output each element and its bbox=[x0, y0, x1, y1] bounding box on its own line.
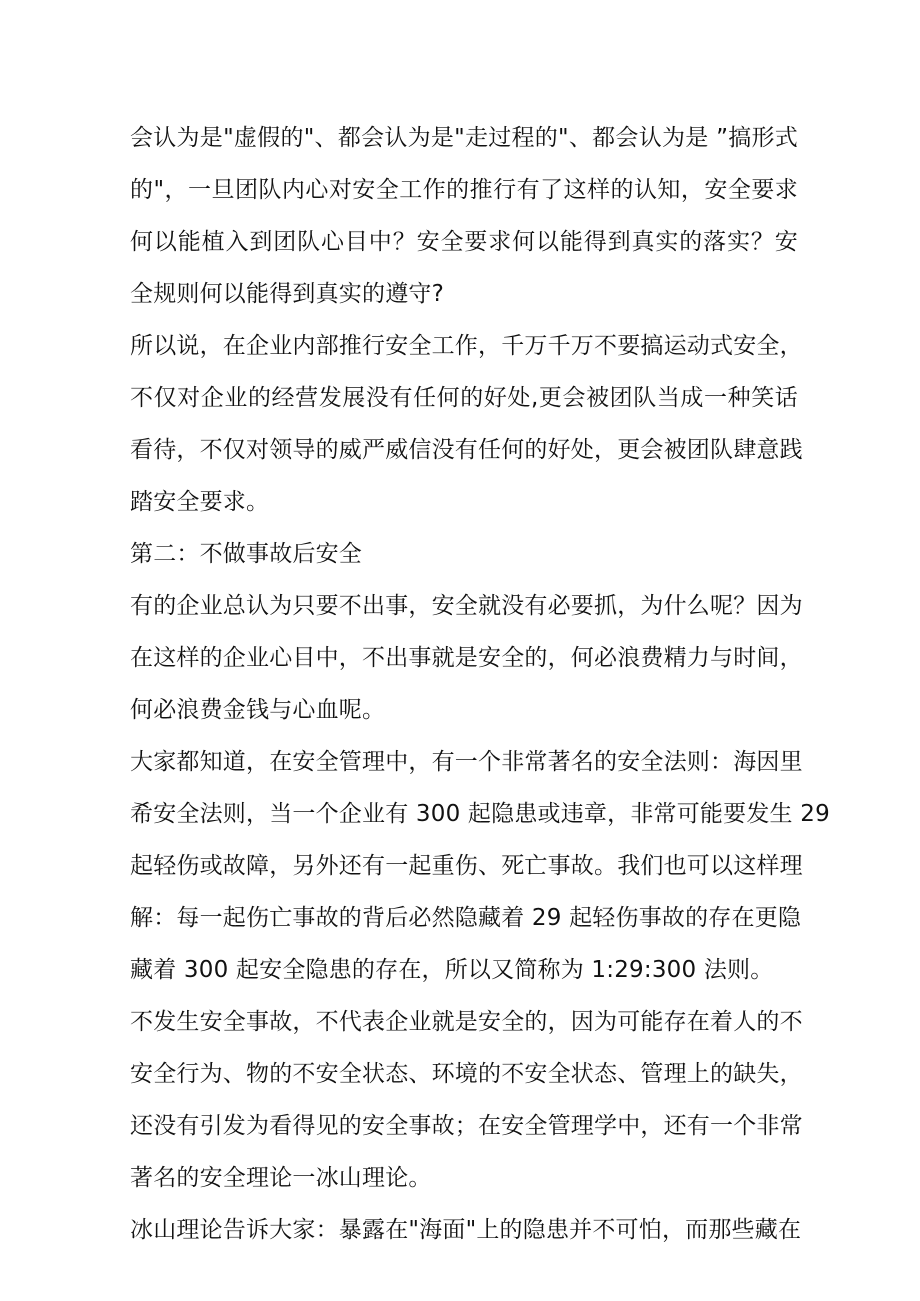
text-line: 大家都知道，在安全管理中，有一个非常著名的安全法则：海因里 bbox=[130, 749, 803, 775]
document-body bbox=[130, 112, 830, 1256]
text-line: 在这样的企业心目中，不出事就是安全的，何必浪费精力与时间， bbox=[130, 645, 803, 671]
text-line: 所以说，在企业内部推行安全工作，千万千万不要搞运动式安全， bbox=[130, 333, 803, 359]
text-line: 看待，不仅对领导的威严威信没有任何的好处，更会被团队肆意践 bbox=[130, 437, 803, 463]
text-line: 不仅对企业的经营发展没有任何的好处,更会被团队当成一种笑话 bbox=[130, 385, 798, 411]
text-line: 何必浪费金钱与心血呢。 bbox=[130, 697, 386, 723]
text-line: 著名的安全理论一冰山理论。 bbox=[130, 1165, 432, 1191]
text-line: 藏着 300 起安全隐患的存在，所以又简称为 1:29:300 法则。 bbox=[130, 957, 774, 983]
paragraph bbox=[130, 996, 803, 1204]
text-line: 何以能植入到团队心目中？安全要求何以能得到真实的落实？安 bbox=[130, 229, 798, 255]
text-line: 踏安全要求。 bbox=[130, 489, 270, 515]
text-line: 全规则何以能得到真实的遵守? bbox=[130, 281, 445, 307]
text-line: 会认为是"虚假的"、都会认为是"走过程的"、都会认为是 ”搞形式 bbox=[130, 125, 798, 151]
text-line: 解：每一起伤亡事故的背后必然隐藏着 29 起轻伤事故的存在更隐 bbox=[130, 905, 802, 931]
paragraph bbox=[130, 112, 798, 320]
text-line: 希安全法则，当一个企业有 300 起隐患或违章，非常可能要发生 29 bbox=[130, 801, 830, 827]
heading-line: 第二：不做事故后安全 bbox=[130, 541, 362, 567]
text-line: 的"，一旦团队内心对安全工作的推行有了这样的认知，安全要求 bbox=[130, 177, 798, 203]
section-heading bbox=[130, 528, 798, 580]
paragraph bbox=[130, 736, 830, 996]
paragraph bbox=[130, 580, 803, 736]
text-line: 安全行为、物的不安全状态、环境的不安全状态、管理上的缺失， bbox=[130, 1061, 803, 1087]
text-line: 冰山理论告诉大家：暴露在"海面"上的隐患并不可怕，而那些藏在 bbox=[130, 1217, 802, 1243]
paragraph bbox=[130, 320, 803, 528]
text-line: 不发生安全事故，不代表企业就是安全的，因为可能存在着人的不 bbox=[130, 1009, 803, 1035]
text-line: 起轻伤或故障，另外还有一起重伤、死亡事故。我们也可以这样理 bbox=[130, 853, 803, 879]
text-line: 还没有引发为看得见的安全事故；在安全管理学中，还有一个非常 bbox=[130, 1113, 803, 1139]
paragraph bbox=[130, 1204, 802, 1256]
text-line: 有的企业总认为只要不出事，安全就没有必要抓，为什么呢？因为 bbox=[130, 593, 803, 619]
